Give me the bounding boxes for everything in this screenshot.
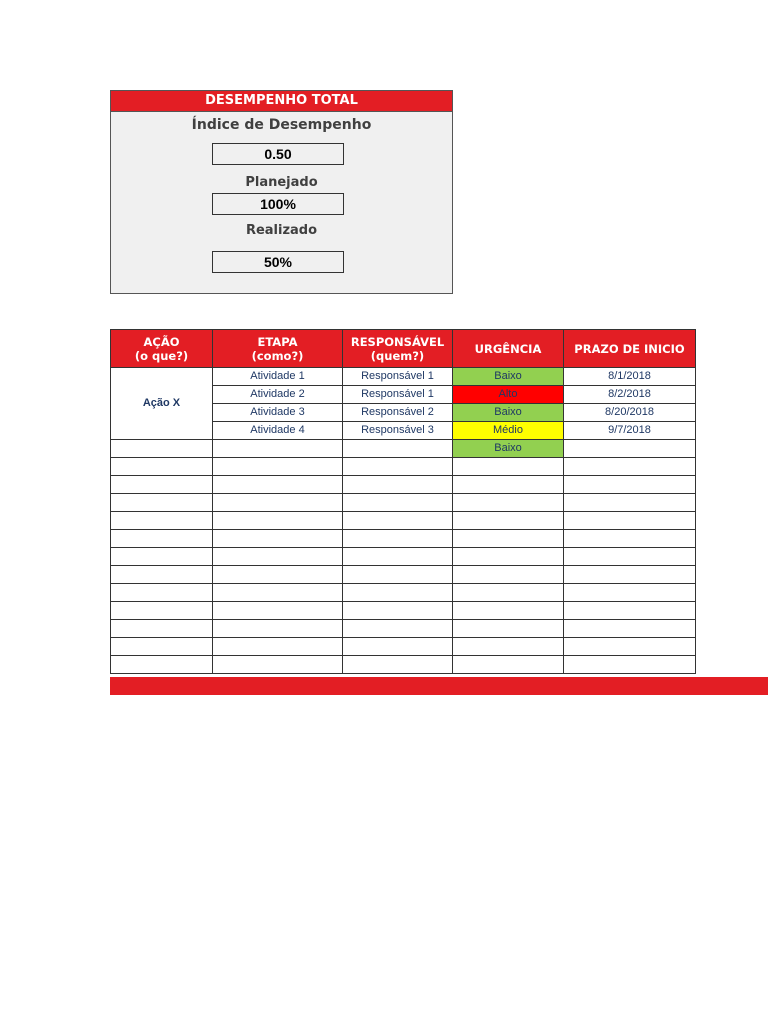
- empty-table-row: [111, 584, 696, 602]
- empty-cell[interactable]: [111, 566, 213, 584]
- header-prazo: PRAZO DE INICIO: [564, 330, 696, 368]
- empty-cell[interactable]: [453, 602, 564, 620]
- table-header-row: [111, 330, 696, 368]
- empty-cell[interactable]: [564, 458, 696, 476]
- empty-cell[interactable]: [111, 620, 213, 638]
- empty-cell[interactable]: [564, 476, 696, 494]
- empty-cell[interactable]: [453, 656, 564, 674]
- empty-cell[interactable]: [111, 548, 213, 566]
- done-value[interactable]: 50%: [212, 251, 344, 273]
- header-acao: AÇÃO (o que?): [111, 330, 213, 368]
- header-etapa: ETAPA (como?): [213, 330, 343, 368]
- empty-cell[interactable]: [453, 512, 564, 530]
- planned-value[interactable]: 100%: [212, 193, 344, 215]
- empty-cell[interactable]: [453, 458, 564, 476]
- empty-cell[interactable]: [453, 476, 564, 494]
- action-plan-table: [110, 329, 696, 674]
- empty-cell[interactable]: [111, 494, 213, 512]
- responsavel-cell[interactable]: Responsável 1: [343, 368, 453, 386]
- urgencia-cell[interactable]: Médio: [453, 422, 564, 440]
- urgencia-cell[interactable]: Baixo: [453, 404, 564, 422]
- empty-cell[interactable]: [564, 620, 696, 638]
- prazo-cell[interactable]: 8/20/2018: [564, 404, 696, 422]
- table-row: [111, 440, 696, 458]
- empty-cell[interactable]: [343, 656, 453, 674]
- empty-cell[interactable]: [213, 458, 343, 476]
- empty-table-row: [111, 512, 696, 530]
- empty-cell[interactable]: [564, 548, 696, 566]
- empty-cell[interactable]: [213, 530, 343, 548]
- empty-table-row: [111, 548, 696, 566]
- summary-title: DESEMPENHO TOTAL: [111, 91, 452, 112]
- empty-cell[interactable]: [111, 458, 213, 476]
- planned-label: Planejado: [245, 175, 318, 190]
- empty-cell[interactable]: [564, 566, 696, 584]
- etapa-cell[interactable]: Atividade 3: [213, 404, 343, 422]
- empty-table-row: [111, 620, 696, 638]
- empty-cell[interactable]: [453, 584, 564, 602]
- responsavel-cell[interactable]: [343, 440, 453, 458]
- empty-cell[interactable]: [453, 494, 564, 512]
- responsavel-cell[interactable]: Responsável 3: [343, 422, 453, 440]
- empty-cell[interactable]: [343, 602, 453, 620]
- empty-cell[interactable]: [111, 512, 213, 530]
- footer-red-bar: [110, 677, 768, 695]
- urgencia-cell[interactable]: Baixo: [453, 368, 564, 386]
- action-cell[interactable]: [111, 440, 213, 458]
- empty-cell[interactable]: [111, 638, 213, 656]
- empty-cell[interactable]: [343, 638, 453, 656]
- done-label: Realizado: [245, 223, 318, 238]
- empty-cell[interactable]: [213, 602, 343, 620]
- empty-table-row: [111, 494, 696, 512]
- empty-cell[interactable]: [564, 494, 696, 512]
- empty-cell[interactable]: [343, 566, 453, 584]
- empty-table-row: [111, 476, 696, 494]
- empty-table-row: [111, 638, 696, 656]
- action-cell[interactable]: Ação X: [111, 368, 213, 440]
- prazo-cell[interactable]: [564, 440, 696, 458]
- empty-cell[interactable]: [213, 494, 343, 512]
- index-label: Índice de Desempenho: [191, 117, 372, 133]
- empty-cell[interactable]: [213, 512, 343, 530]
- responsavel-cell[interactable]: Responsável 1: [343, 386, 453, 404]
- prazo-cell[interactable]: 8/1/2018: [564, 368, 696, 386]
- etapa-cell[interactable]: Atividade 1: [213, 368, 343, 386]
- empty-cell[interactable]: [343, 512, 453, 530]
- empty-cell[interactable]: [111, 656, 213, 674]
- table-row: [111, 368, 696, 386]
- empty-cell[interactable]: [564, 638, 696, 656]
- empty-cell[interactable]: [564, 530, 696, 548]
- empty-table-row: [111, 656, 696, 674]
- empty-cell[interactable]: [564, 584, 696, 602]
- empty-table-row: [111, 530, 696, 548]
- empty-cell[interactable]: [453, 566, 564, 584]
- empty-cell[interactable]: [213, 548, 343, 566]
- empty-cell[interactable]: [111, 476, 213, 494]
- empty-cell[interactable]: [213, 620, 343, 638]
- empty-cell[interactable]: [564, 512, 696, 530]
- empty-cell[interactable]: [343, 476, 453, 494]
- empty-cell[interactable]: [111, 584, 213, 602]
- empty-cell[interactable]: [564, 656, 696, 674]
- urgencia-cell[interactable]: Alto: [453, 386, 564, 404]
- empty-cell[interactable]: [453, 638, 564, 656]
- responsavel-cell[interactable]: Responsável 2: [343, 404, 453, 422]
- empty-cell[interactable]: [213, 566, 343, 584]
- index-value[interactable]: 0.50: [212, 143, 344, 165]
- performance-summary-panel: [110, 90, 453, 294]
- empty-cell[interactable]: [453, 620, 564, 638]
- empty-cell[interactable]: [111, 602, 213, 620]
- empty-cell[interactable]: [343, 458, 453, 476]
- header-responsavel: RESPONSÁVEL (quem?): [343, 330, 453, 368]
- empty-cell[interactable]: [453, 530, 564, 548]
- etapa-cell[interactable]: Atividade 2: [213, 386, 343, 404]
- etapa-cell[interactable]: Atividade 4: [213, 422, 343, 440]
- empty-cell[interactable]: [453, 548, 564, 566]
- empty-cell[interactable]: [343, 584, 453, 602]
- empty-cell[interactable]: [111, 530, 213, 548]
- header-urgencia: URGÊNCIA: [453, 330, 564, 368]
- empty-cell[interactable]: [343, 620, 453, 638]
- etapa-cell[interactable]: [213, 440, 343, 458]
- empty-cell[interactable]: [213, 638, 343, 656]
- prazo-cell[interactable]: 9/7/2018: [564, 422, 696, 440]
- empty-cell[interactable]: [343, 494, 453, 512]
- empty-table-row: [111, 566, 696, 584]
- empty-cell[interactable]: [343, 530, 453, 548]
- prazo-cell[interactable]: 8/2/2018: [564, 386, 696, 404]
- empty-table-row: [111, 602, 696, 620]
- empty-cell[interactable]: [213, 584, 343, 602]
- empty-table-row: [111, 458, 696, 476]
- empty-cell[interactable]: [213, 476, 343, 494]
- empty-cell[interactable]: [213, 656, 343, 674]
- empty-cell[interactable]: [343, 548, 453, 566]
- urgencia-cell[interactable]: Baixo: [453, 440, 564, 458]
- empty-cell[interactable]: [564, 602, 696, 620]
